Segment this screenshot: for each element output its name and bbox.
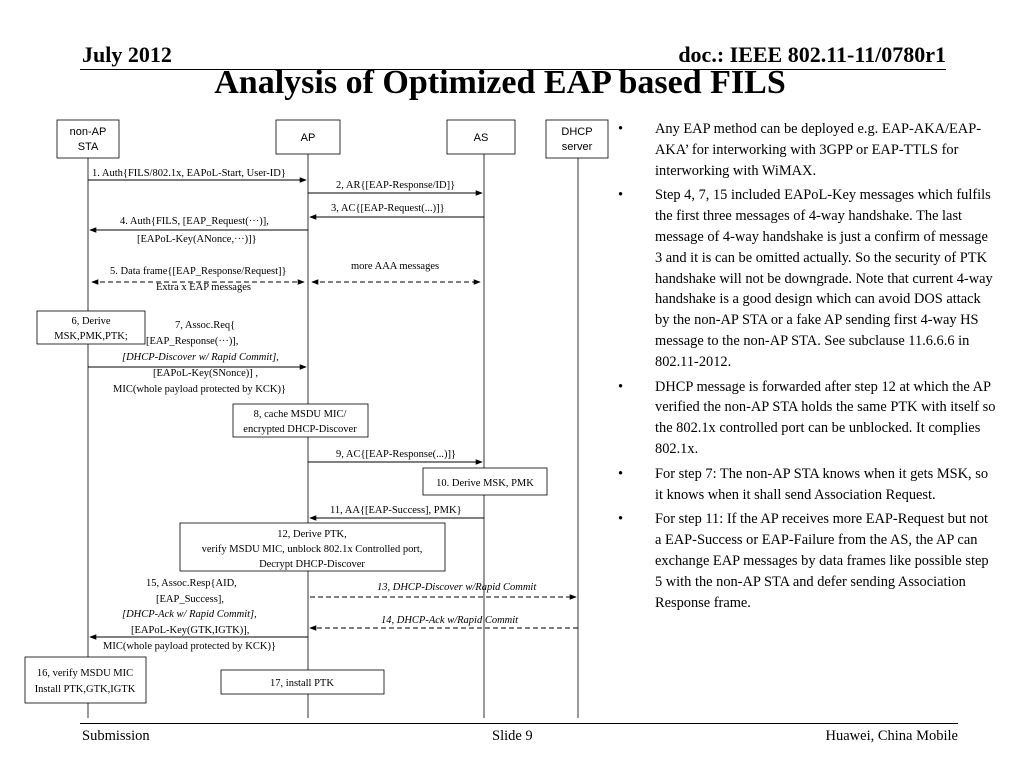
bullet-item: • Step 4, 7, 15 included EAPoL-Key messages which fulfils the first three messages of 4-way handshake. The last message of 4-way handshake is just a confirm of message 3 and it is can be omitted actually. So the security of PTK handshake will not be downgrade. Note that current 4-way handshake is a good design which can avoid DOS attack by the non-AP STA or a fake AP sending first 4-way HS message to the non-AP STA. See subclause 11.6.6.6 in 802.11-2012. (618, 185, 998, 372)
msg11-label: 11, AA{[EAP-Success], PMK} (330, 505, 462, 516)
footer-submission: Submission (82, 728, 150, 744)
entity-label: non-AP (69, 126, 107, 138)
msg3-label: 3, AC{[EAP-Request(...)]} (331, 203, 445, 214)
footer-divider (80, 723, 958, 724)
msg7-label: [EAP_Response(···)], (146, 336, 239, 347)
msg15-label: MIC(whole payload protected by KCK)} (103, 641, 276, 652)
msg5-label: Extra x EAP messages (156, 282, 251, 293)
msg2-label: 2, AR{[EAP-Response/ID]} (336, 180, 456, 191)
entity-label: server (561, 141, 593, 153)
bullet-item: • DHCP message is forwarded after step 12 at which the AP verified the non-AP STA holds the same PTK with itself so the 802.1x controlled port can be unblocked. It complies 802.1x. (618, 377, 998, 460)
entity-dhcp-server (546, 120, 608, 158)
bullet-item: • For step 7: The non-AP STA knows when it gets MSK, so it knows when it shall send Association Request. (618, 464, 998, 506)
msg7-label: [DHCP-Discover w/ Rapid Commit], (122, 352, 279, 363)
box12-label: verify MSDU MIC, unblock 802.1x Controlled port, (201, 544, 423, 555)
box16-label: 16, verify MSDU MIC (36, 668, 134, 679)
slide-title: Analysis of Optimized EAP based FILS (214, 64, 786, 101)
msg1-label: 1. Auth{FILS/802.1x, EAPoL-Start, User-ID} (92, 168, 286, 179)
msg4-label: [EAPoL-Key(ANonce,···)]} (137, 234, 257, 245)
box6-label: 6, Derive (71, 316, 111, 327)
more-aaa-label: more AAA messages (351, 261, 440, 272)
bullet-item: • For step 11: If the AP receives more EAP-Request but not a EAP-Success or EAP-Failure from the AS, the AP can exchange EAP messages by data frames like possible step 5 with the non-AP STA and defer sending Association Response frame. (618, 509, 998, 613)
entity-non-ap-sta (57, 120, 119, 158)
msg14-label: 14, DHCP-Ack w/Rapid Commit (381, 615, 519, 626)
box10-label: 10. Derive MSK, PMK (436, 478, 534, 489)
footer-authors: Huawei, China Mobile (825, 728, 958, 744)
msg13-label: 13, DHCP-Discover w/Rapid Commit (377, 582, 537, 593)
box6-label: MSK,PMK,PTK; (54, 331, 128, 342)
entity-label: AS (473, 132, 489, 144)
msg4-label: 4. Auth{FILS, [EAP_Request(···)], (120, 216, 269, 227)
msg15-label: [DHCP-Ack w/ Rapid Commit], (122, 609, 257, 620)
footer-slide-number: Slide 9 (492, 728, 533, 744)
msg15-label: [EAPoL-Key(GTK,IGTK)], (131, 625, 250, 636)
msg15-label: [EAP_Success], (156, 594, 224, 605)
msg7-label: MIC(whole payload protected by KCK)} (113, 384, 286, 395)
box-step16 (25, 657, 146, 703)
msg15-label: 15, Assoc.Resp{AID, (146, 578, 237, 589)
msg9-label: 9, AC{[EAP-Response(...)]} (336, 449, 457, 460)
entity-label: AP (300, 132, 316, 144)
entity-as (447, 120, 515, 154)
header-date: July 2012 (82, 42, 172, 67)
box8-label: 8, cache MSDU MIC/ (253, 409, 347, 420)
header-doc-id: doc.: IEEE 802.11-11/0780r1 (678, 42, 946, 67)
msg5-label: 5. Data frame{[EAP_Response/Request]} (110, 266, 287, 277)
msg7-label: 7, Assoc.Req{ (175, 320, 236, 331)
box8-label: encrypted DHCP-Discover (243, 424, 357, 435)
bullet-list (618, 119, 998, 617)
entity-label: STA (77, 141, 99, 153)
entity-ap (276, 120, 340, 154)
bullet-item: • Any EAP method can be deployed e.g. EAP-AKA/EAP-AKA’ for interworking with 3GPP or EAP-TTLS for interworking with WiMAX. (618, 119, 998, 181)
msg7-label: [EAPoL-Key(SNonce)] , (153, 368, 258, 379)
entity-label: DHCP (561, 126, 593, 138)
box16-label: Install PTK,GTK,IGTK (34, 684, 136, 695)
box12-label: 12, Derive PTK, (277, 529, 347, 540)
box17-label: 17, install PTK (270, 678, 334, 689)
box12-label: Decrypt DHCP-Discover (259, 559, 365, 570)
